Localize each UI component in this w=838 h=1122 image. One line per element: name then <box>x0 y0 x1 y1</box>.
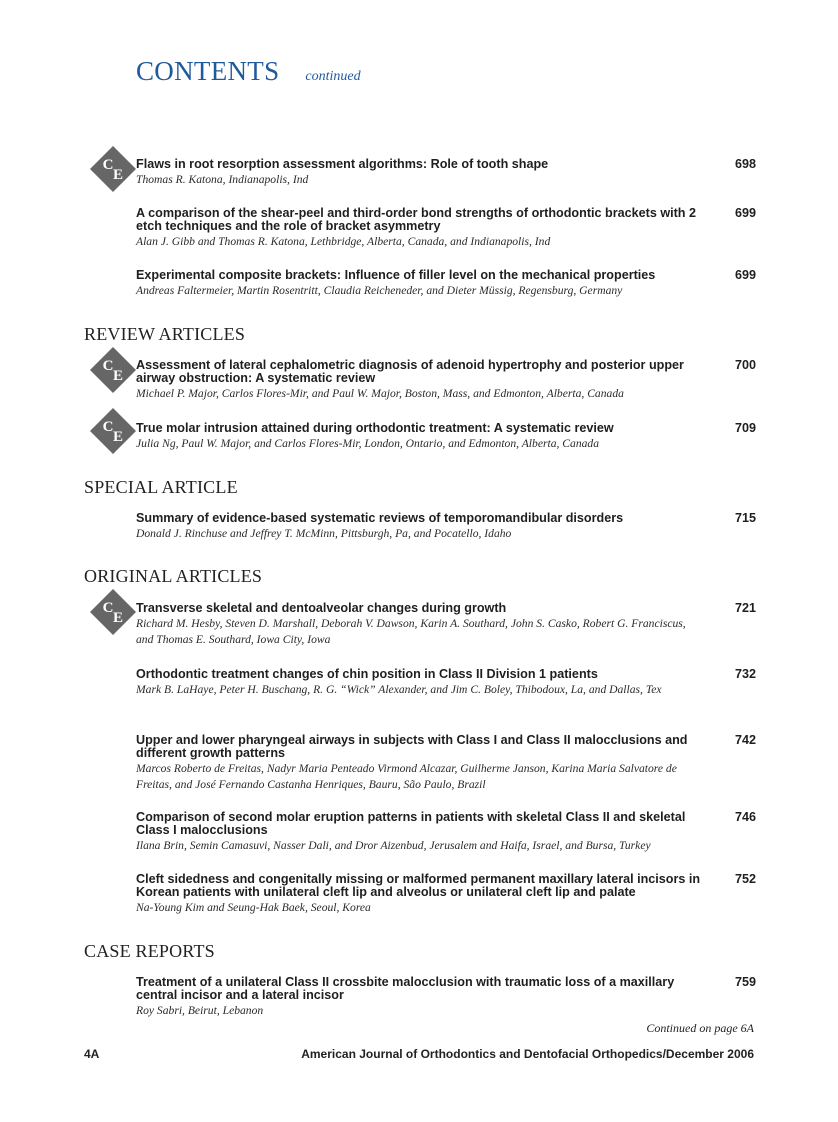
page-title: CONTENTS <box>136 56 280 86</box>
page-number: 752 <box>734 872 756 886</box>
toc-entry[interactable] <box>136 602 756 648</box>
article-title[interactable]: Comparison of second molar eruption patterns in patients with skeletal Class II and skeletal Class I malocclusions <box>136 810 686 837</box>
article-title[interactable]: Cleft sidedness and congenitally missing or malformed permanent maxillary lateral incisors in Korean patients with unilateral cleft lip and alveolus or unilateral cleft lip and palate <box>136 872 701 899</box>
page-header <box>136 56 361 87</box>
article-authors: Andreas Faltermeier, Martin Rosentritt, Claudia Reicheneder, and Dieter Müssig, Regensburg, Germany <box>136 284 623 297</box>
article-authors: Donald J. Rinchuse and Jeffrey T. McMinn, Pittsburgh, Pa, and Pocatello, Idaho <box>136 527 512 540</box>
page-number: 721 <box>734 601 756 615</box>
section-heading-special: SPECIAL ARTICLE <box>84 477 238 497</box>
section-heading-original: ORIGINAL ARTICLES <box>84 566 263 586</box>
toc-entry[interactable] <box>136 734 756 793</box>
ce-e-letter: E <box>112 610 124 626</box>
article-title[interactable]: Transverse skeletal and dentoalveolar changes during growth <box>136 601 507 615</box>
toc-entry[interactable] <box>136 811 756 854</box>
continued-on-page-note: Continued on page 6A <box>646 1021 754 1035</box>
toc-entry[interactable] <box>136 873 756 916</box>
toc-entry[interactable] <box>136 269 756 299</box>
article-authors: Thomas R. Katona, Indianapolis, Ind <box>136 173 309 186</box>
article-authors: Julia Ng, Paul W. Major, and Carlos Flores-Mir, London, Ontario, and Edmonton, Alberta, Canada <box>136 437 600 450</box>
toc-entry[interactable] <box>136 422 756 452</box>
toc-entry[interactable] <box>136 359 756 402</box>
ce-c-letter: C <box>102 358 114 374</box>
ce-credit-icon <box>88 406 138 456</box>
ce-c-letter: C <box>102 600 114 616</box>
ce-e-letter: E <box>112 167 124 183</box>
article-authors: Richard M. Hesby, Steven D. Marshall, Deborah V. Dawson, Karin A. Southard, John S. Casko, Robert G. Franciscus, and Thomas E. Southard, Iowa City, Iowa <box>136 617 686 646</box>
page-number: 746 <box>734 810 756 824</box>
toc-entry[interactable] <box>136 668 756 698</box>
ce-c-letter: C <box>102 157 114 173</box>
article-authors: Alan J. Gibb and Thomas R. Katona, Lethbridge, Alberta, Canada, and Indianapolis, Ind <box>136 235 551 248</box>
folio-page-label: 4A <box>84 1047 100 1061</box>
ce-credit-icon <box>88 144 138 194</box>
page-number: 759 <box>734 975 756 989</box>
section-heading-case: CASE REPORTS <box>84 941 215 961</box>
article-title[interactable]: Assessment of lateral cephalometric diagnosis of adenoid hypertrophy and posterior upper airway obstruction: A systematic review <box>136 358 684 385</box>
ce-credit-icon <box>88 345 138 395</box>
page-number: 698 <box>734 157 756 171</box>
page-number: 715 <box>734 511 756 525</box>
article-title[interactable]: Upper and lower pharyngeal airways in subjects with Class I and Class II malocclusions and different growth patterns <box>136 733 688 760</box>
article-title[interactable]: Summary of evidence-based systematic reviews of temporomandibular disorders <box>136 511 624 525</box>
article-authors: Roy Sabri, Beirut, Lebanon <box>136 1004 264 1017</box>
article-title[interactable]: Experimental composite brackets: Influence of filler level on the mechanical properties <box>136 268 656 282</box>
page-number: 699 <box>734 268 756 282</box>
article-title[interactable]: Orthodontic treatment changes of chin position in Class II Division 1 patients <box>136 667 598 681</box>
toc-entry[interactable] <box>136 207 756 250</box>
journal-running-footer: American Journal of Orthodontics and Dentofacial Orthopedics/December 2006 <box>301 1047 754 1061</box>
article-authors: Michael P. Major, Carlos Flores-Mir, and Paul W. Major, Boston, Mass, and Edmonton, Alberta, Canada <box>136 387 624 400</box>
article-title[interactable]: A comparison of the shear-peel and third-order bond strengths of orthodontic brackets with 2 etch techniques and the role of bracket asymmetry <box>136 206 697 233</box>
article-authors: Na-Young Kim and Seung-Hak Baek, Seoul, Korea <box>136 901 371 914</box>
section-heading-review: REVIEW ARTICLES <box>84 324 246 344</box>
toc-entry[interactable] <box>136 158 756 188</box>
article-title[interactable]: Flaws in root resorption assessment algorithms: Role of tooth shape <box>136 157 549 171</box>
toc-entry[interactable] <box>136 976 756 1019</box>
ce-c-letter: C <box>102 419 114 435</box>
continued-label: continued <box>305 69 361 84</box>
ce-credit-icon <box>88 587 138 637</box>
article-title[interactable]: True molar intrusion attained during orthodontic treatment: A systematic review <box>136 421 614 435</box>
article-authors: Ilana Brin, Semin Camasuvi, Nasser Dali, and Dror Aizenbud, Jerusalem and Haifa, Israel, and Bursa, Turkey <box>136 839 651 852</box>
article-title[interactable]: Treatment of a unilateral Class II crossbite malocclusion with traumatic loss of a maxillary central incisor and a lateral incisor <box>136 975 675 1002</box>
page-number: 699 <box>734 206 756 220</box>
toc-entry[interactable] <box>136 512 756 542</box>
ce-e-letter: E <box>112 368 124 384</box>
page-number: 700 <box>734 358 756 372</box>
article-authors: Marcos Roberto de Freitas, Nadyr Maria Penteado Virmond Alcazar, Guilherme Janson, Karina Maria Salvatore de Freitas, and José Fernando Castanha Henriques, Bauru, São Paulo, Brazil <box>136 762 677 791</box>
ce-e-letter: E <box>112 429 124 445</box>
page-number: 709 <box>734 421 756 435</box>
page-number: 742 <box>734 733 756 747</box>
article-authors: Mark B. LaHaye, Peter H. Buschang, R. G. “Wick” Alexander, and Jim C. Boley, Thibodoux, La, and Dallas, Tex <box>136 683 662 696</box>
page-number: 732 <box>734 667 756 681</box>
